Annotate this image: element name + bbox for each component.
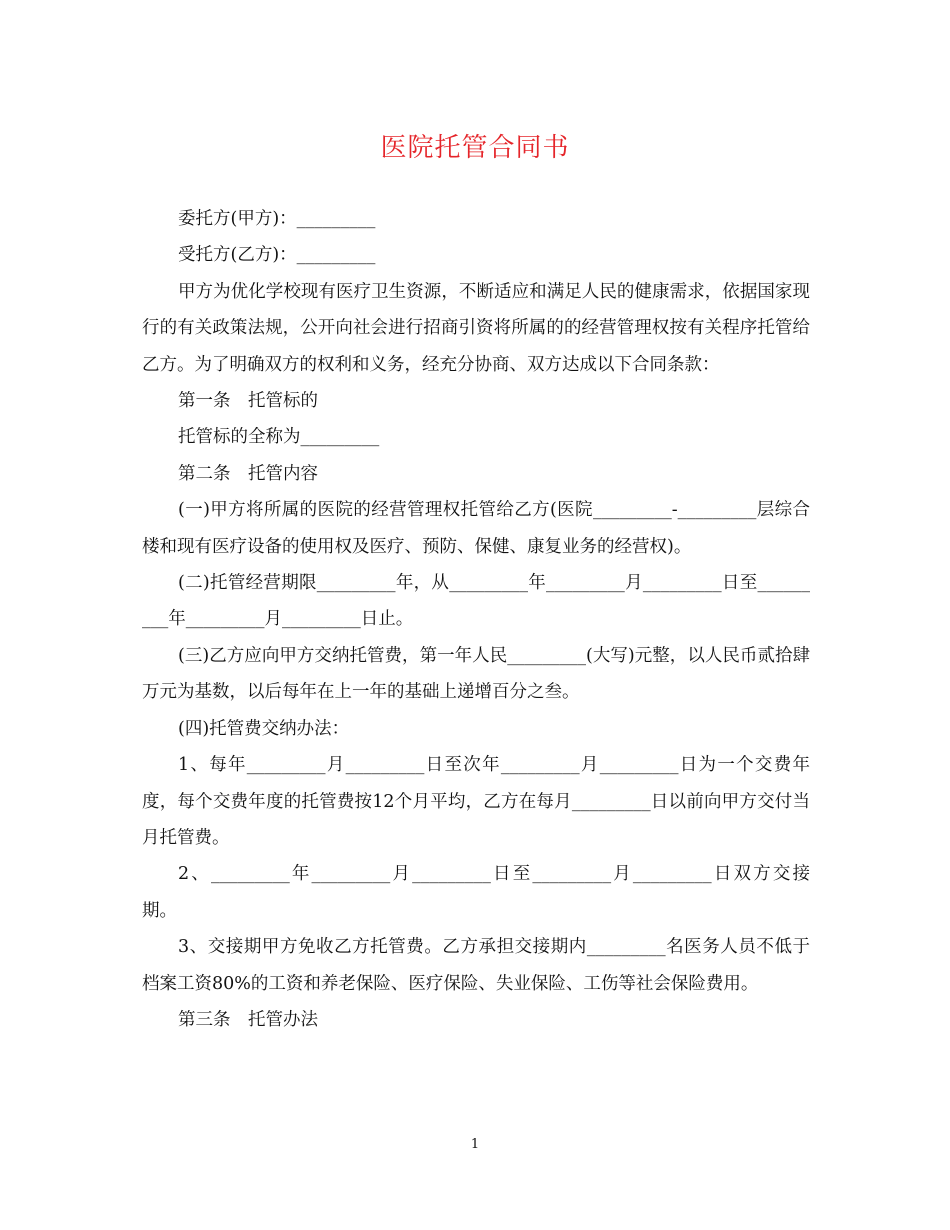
clause-1-paragraph: (一)甲方将所属的医院的经营管理权托管给乙方(医院_________-_________层综合楼和现有医疗设备的使用权及医疗、预防、保健、康复业务的经营权)。 bbox=[142, 500, 810, 557]
clause-4-heading: (四)托管费交纳办法： bbox=[178, 718, 350, 739]
article-1-heading: 第一条 托管标的 bbox=[178, 391, 318, 412]
payment-item-2: 2、_________年_________月_________日至_________月_________日双方交接期。 bbox=[142, 864, 810, 921]
preamble-paragraph: 甲方为优化学校现有医疗卫生资源，不断适应和满足人民的健康需求，依据国家现行的有关政策法规，公开向社会进行招商引资将所属的的经营管理权按有关程序托管给乙方。为了明确双方的权利和义务，经充分协商、双方达成以下合同条款： bbox=[142, 281, 810, 375]
clause-2-paragraph: (二)托管经营期限_________年，从_________年_________月_________日至_________年_________月_________日止。 bbox=[142, 573, 810, 630]
party-a-line: 委托方(甲方)：_________ bbox=[178, 209, 376, 229]
article-1-subject-line: 托管标的全称为_________ bbox=[178, 427, 380, 448]
payment-item-1: 1、每年_________月_________日至次年_________月_________日为一个交费年度，每个交费年度的托管费按12个月平均，乙方在每月_________日以前向甲方交付当月托管费。 bbox=[142, 755, 810, 848]
document-body bbox=[142, 201, 810, 1038]
page-number: 1 bbox=[470, 1137, 480, 1152]
clause-3-paragraph: (三)乙方应向甲方交纳托管费，第一年人民_________(大写)元整，以人民币贰拾肆万元为基数，以后每年在上一年的基础上递增百分之叁。 bbox=[142, 645, 810, 703]
payment-item-3: 3、交接期甲方免收乙方托管费。乙方承担交接期内_________名医务人员不低于档案工资80%的工资和养老保险、医疗保险、失业保险、工伤等社会保险费用。 bbox=[142, 937, 810, 994]
article-2-heading: 第二条 托管内容 bbox=[178, 463, 318, 484]
document-title: 医院托管合同书 bbox=[380, 133, 570, 163]
article-3-heading: 第三条 托管办法 bbox=[178, 1009, 318, 1030]
party-b-line: 受托方(乙方)：_________ bbox=[178, 245, 376, 266]
